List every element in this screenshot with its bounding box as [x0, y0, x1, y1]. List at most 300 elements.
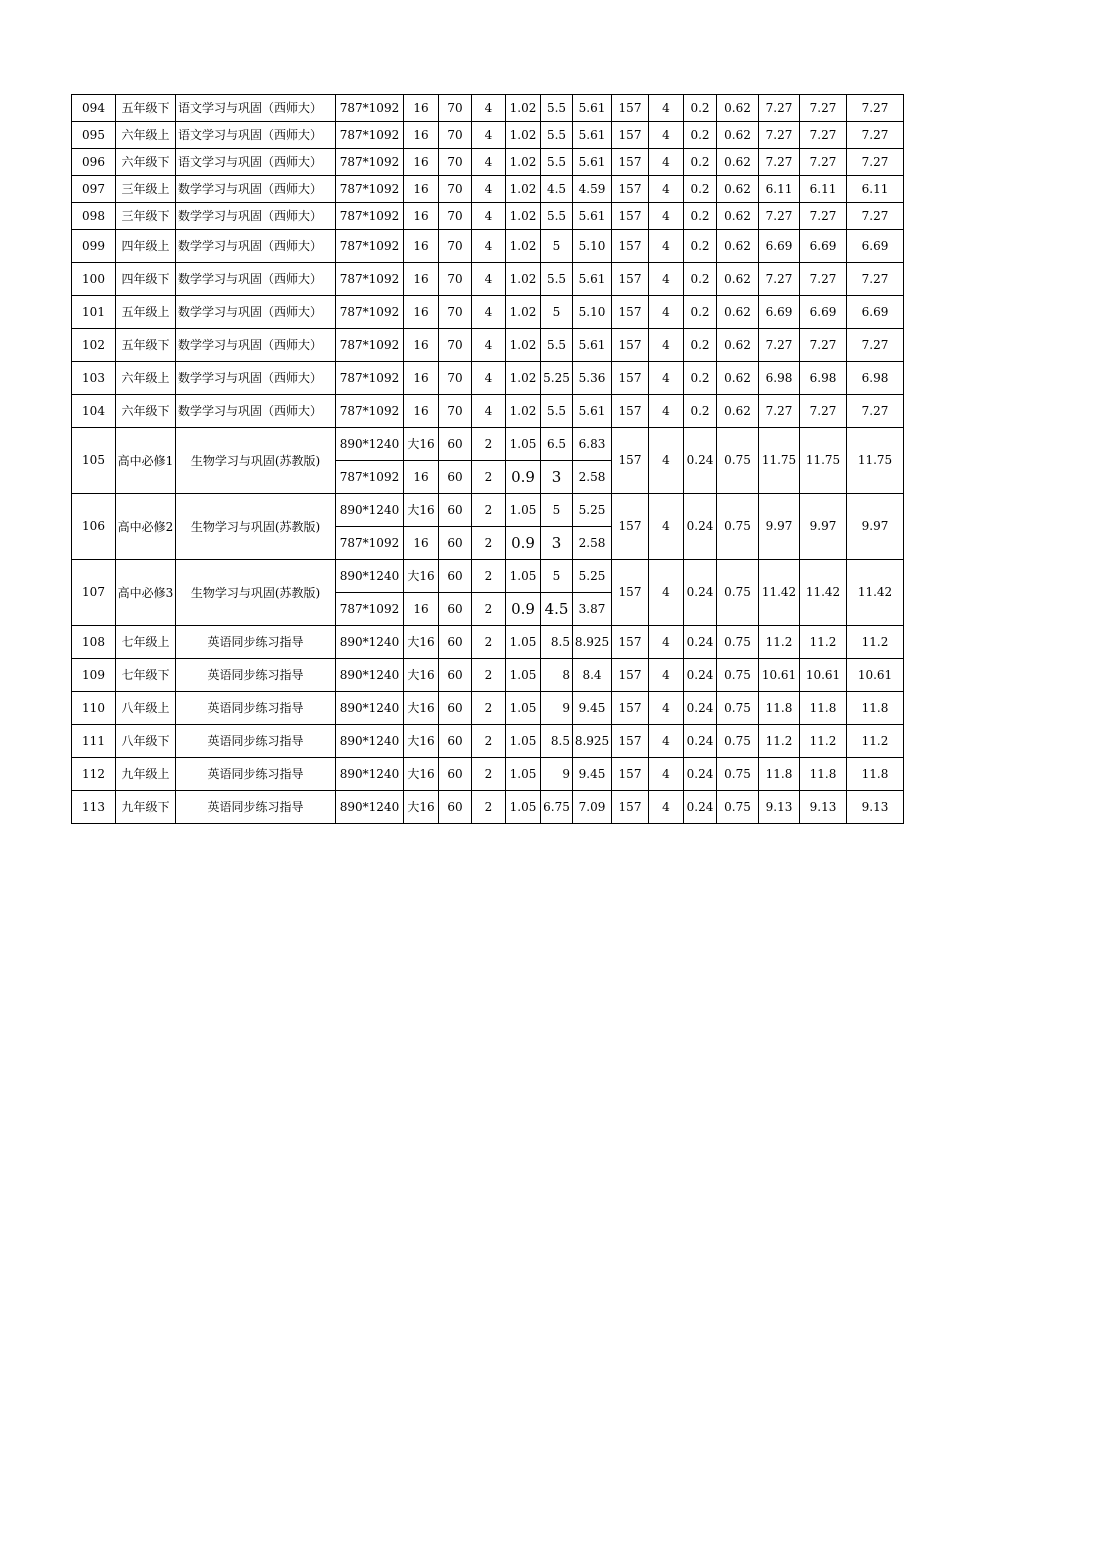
cost-c-cell: 0.24: [684, 626, 717, 659]
table-row: [72, 494, 904, 527]
cost-c-cell: 0.24: [684, 692, 717, 725]
cost-d-cell: 0.75: [717, 725, 759, 758]
total-c-cell: 7.27: [847, 329, 904, 362]
book-title-cell: 生物学习与巩固(苏教版): [176, 494, 336, 560]
total-a-cell: 11.42: [759, 560, 800, 626]
print-sheets-cell: 4.5: [541, 593, 573, 626]
unit-price-cell: 1.02: [506, 122, 541, 149]
unit-price-cell: 1.02: [506, 329, 541, 362]
book-title-cell: 数学学习与巩固（西师大）: [176, 362, 336, 395]
cost-b-cell: 4: [649, 230, 684, 263]
print-sheets-cell: 9: [541, 758, 573, 791]
total-b-cell: 6.69: [800, 230, 847, 263]
print-sheets-cell: 5: [541, 494, 573, 527]
book-title-cell: 生物学习与巩固(苏教版): [176, 560, 336, 626]
paper-weight-cell: 70: [439, 263, 472, 296]
total-b-cell: 6.98: [800, 362, 847, 395]
unit-price-cell: 1.05: [506, 560, 541, 593]
grade-cell: 三年级上: [116, 176, 176, 203]
cost-c-cell: 0.2: [684, 176, 717, 203]
total-c-cell: 11.8: [847, 758, 904, 791]
paper-size-cell: 890*1240: [336, 659, 404, 692]
cost-c-cell: 0.24: [684, 791, 717, 824]
format-cell: 大16: [404, 626, 439, 659]
paper-size-cell: 787*1092: [336, 149, 404, 176]
table-row: [72, 725, 904, 758]
total-b-cell: 7.27: [800, 329, 847, 362]
paper-weight-cell: 60: [439, 593, 472, 626]
cost-a-cell: 157: [612, 494, 649, 560]
cost-c-cell: 0.24: [684, 560, 717, 626]
paper-weight-cell: 70: [439, 395, 472, 428]
table-row: [72, 203, 904, 230]
paper-amount-cell: 8.925: [573, 725, 612, 758]
format-cell: 16: [404, 122, 439, 149]
unit-price-cell: 1.05: [506, 626, 541, 659]
format-cell: 16: [404, 263, 439, 296]
cost-b-cell: 4: [649, 263, 684, 296]
cost-a-cell: 157: [612, 122, 649, 149]
print-sheets-cell: 5.5: [541, 329, 573, 362]
cost-c-cell: 0.2: [684, 263, 717, 296]
paper-weight-cell: 60: [439, 725, 472, 758]
print-sheets-cell: 6.5: [541, 428, 573, 461]
total-a-cell: 6.98: [759, 362, 800, 395]
total-a-cell: 6.11: [759, 176, 800, 203]
paper-weight-cell: 60: [439, 791, 472, 824]
format-cell: 16: [404, 296, 439, 329]
paper-size-cell: 890*1240: [336, 758, 404, 791]
unit-price-cell: 1.05: [506, 428, 541, 461]
table-row: [72, 149, 904, 176]
paper-size-cell: 890*1240: [336, 692, 404, 725]
cost-a-cell: 157: [612, 149, 649, 176]
total-c-cell: 11.2: [847, 626, 904, 659]
paper-amount-cell: 8.925: [573, 626, 612, 659]
cost-b-cell: 4: [649, 122, 684, 149]
table-row: [72, 758, 904, 791]
table-row: [72, 362, 904, 395]
cost-c-cell: 0.2: [684, 95, 717, 122]
paper-amount-cell: 5.61: [573, 203, 612, 230]
unit-price-cell: 1.02: [506, 203, 541, 230]
paper-size-cell: 890*1240: [336, 428, 404, 461]
total-a-cell: 11.2: [759, 725, 800, 758]
total-c-cell: 10.61: [847, 659, 904, 692]
cost-a-cell: 157: [612, 362, 649, 395]
table-row: [72, 329, 904, 362]
total-c-cell: 7.27: [847, 122, 904, 149]
sheets-cell: 2: [472, 593, 506, 626]
cost-d-cell: 0.62: [717, 176, 759, 203]
cost-c-cell: 0.24: [684, 659, 717, 692]
sheets-cell: 2: [472, 791, 506, 824]
print-sheets-cell: 5.25: [541, 362, 573, 395]
paper-size-cell: 787*1092: [336, 263, 404, 296]
unit-price-cell: 1.05: [506, 692, 541, 725]
paper-size-cell: 890*1240: [336, 725, 404, 758]
table-row: [72, 560, 904, 593]
total-c-cell: 11.75: [847, 428, 904, 494]
cost-c-cell: 0.2: [684, 203, 717, 230]
total-a-cell: 11.8: [759, 692, 800, 725]
total-c-cell: 7.27: [847, 149, 904, 176]
total-c-cell: 9.97: [847, 494, 904, 560]
cost-c-cell: 0.24: [684, 758, 717, 791]
total-a-cell: 10.61: [759, 659, 800, 692]
total-a-cell: 7.27: [759, 149, 800, 176]
row-number-cell: 112: [72, 758, 116, 791]
paper-size-cell: 787*1092: [336, 230, 404, 263]
total-c-cell: 11.42: [847, 560, 904, 626]
grade-cell: 七年级下: [116, 659, 176, 692]
unit-price-cell: 0.9: [506, 593, 541, 626]
table-row: [72, 95, 904, 122]
print-sheets-cell: 5.5: [541, 95, 573, 122]
cost-d-cell: 0.75: [717, 758, 759, 791]
format-cell: 16: [404, 176, 439, 203]
grade-cell: 高中必修2: [116, 494, 176, 560]
grade-cell: 七年级上: [116, 626, 176, 659]
table-row: [72, 230, 904, 263]
book-title-cell: 英语同步练习指导: [176, 692, 336, 725]
table-body: [72, 95, 904, 824]
format-cell: 16: [404, 593, 439, 626]
cost-d-cell: 0.62: [717, 263, 759, 296]
print-sheets-cell: 5.5: [541, 149, 573, 176]
row-number-cell: 101: [72, 296, 116, 329]
unit-price-cell: 1.02: [506, 149, 541, 176]
cost-c-cell: 0.24: [684, 428, 717, 494]
paper-amount-cell: 5.61: [573, 263, 612, 296]
cost-a-cell: 157: [612, 95, 649, 122]
cost-c-cell: 0.2: [684, 329, 717, 362]
print-sheets-cell: 4.5: [541, 176, 573, 203]
total-a-cell: 7.27: [759, 203, 800, 230]
paper-weight-cell: 70: [439, 203, 472, 230]
row-number-cell: 102: [72, 329, 116, 362]
sheets-cell: 4: [472, 296, 506, 329]
cost-c-cell: 0.24: [684, 725, 717, 758]
total-b-cell: 9.97: [800, 494, 847, 560]
print-sheets-cell: 6.75: [541, 791, 573, 824]
total-b-cell: 7.27: [800, 95, 847, 122]
grade-cell: 九年级上: [116, 758, 176, 791]
total-a-cell: 9.13: [759, 791, 800, 824]
cost-b-cell: 4: [649, 176, 684, 203]
print-sheets-cell: 8: [541, 659, 573, 692]
total-b-cell: 11.75: [800, 428, 847, 494]
total-c-cell: 6.98: [847, 362, 904, 395]
paper-amount-cell: 5.25: [573, 560, 612, 593]
format-cell: 16: [404, 230, 439, 263]
total-c-cell: 7.27: [847, 203, 904, 230]
format-cell: 大16: [404, 659, 439, 692]
unit-price-cell: 1.05: [506, 659, 541, 692]
unit-price-cell: 1.02: [506, 296, 541, 329]
format-cell: 16: [404, 149, 439, 176]
paper-size-cell: 787*1092: [336, 593, 404, 626]
print-sheets-cell: 3: [541, 461, 573, 494]
cost-b-cell: 4: [649, 494, 684, 560]
paper-amount-cell: 5.61: [573, 95, 612, 122]
sheets-cell: 4: [472, 95, 506, 122]
paper-weight-cell: 70: [439, 176, 472, 203]
book-title-cell: 数学学习与巩固（西师大）: [176, 296, 336, 329]
paper-weight-cell: 60: [439, 527, 472, 560]
total-a-cell: 7.27: [759, 122, 800, 149]
total-b-cell: 6.69: [800, 296, 847, 329]
print-sheets-cell: 5.5: [541, 122, 573, 149]
book-title-cell: 英语同步练习指导: [176, 758, 336, 791]
cost-d-cell: 0.62: [717, 95, 759, 122]
format-cell: 大16: [404, 560, 439, 593]
cost-d-cell: 0.75: [717, 494, 759, 560]
unit-price-cell: 1.02: [506, 95, 541, 122]
paper-amount-cell: 8.4: [573, 659, 612, 692]
total-a-cell: 6.69: [759, 230, 800, 263]
format-cell: 16: [404, 95, 439, 122]
total-c-cell: 6.69: [847, 230, 904, 263]
cost-b-cell: 4: [649, 758, 684, 791]
book-title-cell: 数学学习与巩固（西师大）: [176, 395, 336, 428]
grade-cell: 五年级下: [116, 95, 176, 122]
book-title-cell: 英语同步练习指导: [176, 659, 336, 692]
print-sheets-cell: 8.5: [541, 725, 573, 758]
paper-amount-cell: 5.25: [573, 494, 612, 527]
print-sheets-cell: 5: [541, 560, 573, 593]
grade-cell: 高中必修1: [116, 428, 176, 494]
total-b-cell: 11.2: [800, 626, 847, 659]
paper-weight-cell: 70: [439, 230, 472, 263]
grade-cell: 五年级下: [116, 329, 176, 362]
print-sheets-cell: 5.5: [541, 203, 573, 230]
table-row: [72, 659, 904, 692]
row-number-cell: 106: [72, 494, 116, 560]
cost-a-cell: 157: [612, 176, 649, 203]
sheets-cell: 2: [472, 692, 506, 725]
paper-size-cell: 787*1092: [336, 296, 404, 329]
row-number-cell: 100: [72, 263, 116, 296]
paper-weight-cell: 70: [439, 329, 472, 362]
cost-d-cell: 0.62: [717, 203, 759, 230]
print-sheets-cell: 8.5: [541, 626, 573, 659]
cost-c-cell: 0.2: [684, 149, 717, 176]
format-cell: 16: [404, 362, 439, 395]
total-a-cell: 11.75: [759, 428, 800, 494]
grade-cell: 八年级上: [116, 692, 176, 725]
sheets-cell: 4: [472, 362, 506, 395]
format-cell: 大16: [404, 791, 439, 824]
row-number-cell: 097: [72, 176, 116, 203]
paper-weight-cell: 70: [439, 149, 472, 176]
total-b-cell: 7.27: [800, 263, 847, 296]
cost-a-cell: 157: [612, 203, 649, 230]
print-sheets-cell: 9: [541, 692, 573, 725]
grade-cell: 高中必修3: [116, 560, 176, 626]
paper-size-cell: 787*1092: [336, 122, 404, 149]
sheets-cell: 4: [472, 230, 506, 263]
paper-amount-cell: 5.61: [573, 122, 612, 149]
cost-b-cell: 4: [649, 296, 684, 329]
paper-amount-cell: 6.83: [573, 428, 612, 461]
cost-d-cell: 0.62: [717, 329, 759, 362]
paper-amount-cell: 5.10: [573, 230, 612, 263]
row-number-cell: 110: [72, 692, 116, 725]
book-title-cell: 英语同步练习指导: [176, 791, 336, 824]
total-c-cell: 9.13: [847, 791, 904, 824]
cost-c-cell: 0.2: [684, 395, 717, 428]
total-a-cell: 7.27: [759, 395, 800, 428]
row-number-cell: 099: [72, 230, 116, 263]
cost-d-cell: 0.62: [717, 149, 759, 176]
cost-b-cell: 4: [649, 362, 684, 395]
row-number-cell: 104: [72, 395, 116, 428]
paper-size-cell: 787*1092: [336, 461, 404, 494]
cost-d-cell: 0.75: [717, 791, 759, 824]
paper-amount-cell: 2.58: [573, 461, 612, 494]
book-title-cell: 数学学习与巩固（西师大）: [176, 176, 336, 203]
cost-a-cell: 157: [612, 725, 649, 758]
unit-price-cell: 0.9: [506, 461, 541, 494]
cost-b-cell: 4: [649, 395, 684, 428]
cost-b-cell: 4: [649, 659, 684, 692]
cost-b-cell: 4: [649, 560, 684, 626]
row-number-cell: 108: [72, 626, 116, 659]
table-row: [72, 395, 904, 428]
grade-cell: 六年级上: [116, 362, 176, 395]
paper-amount-cell: 5.10: [573, 296, 612, 329]
print-sheets-cell: 5.5: [541, 395, 573, 428]
format-cell: 16: [404, 395, 439, 428]
paper-amount-cell: 9.45: [573, 692, 612, 725]
total-c-cell: 7.27: [847, 395, 904, 428]
grade-cell: 六年级下: [116, 149, 176, 176]
row-number-cell: 103: [72, 362, 116, 395]
unit-price-cell: 0.9: [506, 527, 541, 560]
print-sheets-cell: 3: [541, 527, 573, 560]
sheets-cell: 2: [472, 626, 506, 659]
unit-price-cell: 1.05: [506, 791, 541, 824]
cost-b-cell: 4: [649, 791, 684, 824]
row-number-cell: 109: [72, 659, 116, 692]
paper-size-cell: 787*1092: [336, 329, 404, 362]
paper-size-cell: 787*1092: [336, 362, 404, 395]
sheets-cell: 2: [472, 560, 506, 593]
paper-weight-cell: 60: [439, 428, 472, 461]
paper-size-cell: 787*1092: [336, 203, 404, 230]
grade-cell: 九年级下: [116, 791, 176, 824]
unit-price-cell: 1.02: [506, 395, 541, 428]
total-a-cell: 6.69: [759, 296, 800, 329]
cost-a-cell: 157: [612, 791, 649, 824]
format-cell: 大16: [404, 428, 439, 461]
table-row: [72, 428, 904, 461]
total-c-cell: 6.11: [847, 176, 904, 203]
cost-a-cell: 157: [612, 263, 649, 296]
cost-c-cell: 0.24: [684, 494, 717, 560]
cost-d-cell: 0.75: [717, 659, 759, 692]
row-number-cell: 105: [72, 428, 116, 494]
cost-b-cell: 4: [649, 95, 684, 122]
total-b-cell: 7.27: [800, 122, 847, 149]
sheets-cell: 4: [472, 176, 506, 203]
grade-cell: 四年级下: [116, 263, 176, 296]
cost-d-cell: 0.62: [717, 296, 759, 329]
format-cell: 16: [404, 203, 439, 230]
paper-weight-cell: 70: [439, 296, 472, 329]
cost-c-cell: 0.2: [684, 296, 717, 329]
book-title-cell: 语文学习与巩固（西师大）: [176, 149, 336, 176]
paper-size-cell: 787*1092: [336, 395, 404, 428]
format-cell: 16: [404, 527, 439, 560]
total-c-cell: 6.69: [847, 296, 904, 329]
format-cell: 大16: [404, 758, 439, 791]
cost-a-cell: 157: [612, 659, 649, 692]
cost-a-cell: 157: [612, 626, 649, 659]
print-sheets-cell: 5.5: [541, 263, 573, 296]
row-number-cell: 098: [72, 203, 116, 230]
row-number-cell: 094: [72, 95, 116, 122]
sheets-cell: 4: [472, 203, 506, 230]
table-row: [72, 176, 904, 203]
unit-price-cell: 1.02: [506, 176, 541, 203]
paper-amount-cell: 5.61: [573, 149, 612, 176]
total-c-cell: 11.8: [847, 692, 904, 725]
unit-price-cell: 1.05: [506, 494, 541, 527]
paper-amount-cell: 3.87: [573, 593, 612, 626]
book-title-cell: 语文学习与巩固（西师大）: [176, 122, 336, 149]
cost-b-cell: 4: [649, 428, 684, 494]
cost-a-cell: 157: [612, 395, 649, 428]
sheets-cell: 4: [472, 395, 506, 428]
cost-a-cell: 157: [612, 230, 649, 263]
table-row: [72, 626, 904, 659]
table-row: [72, 263, 904, 296]
paper-size-cell: 787*1092: [336, 527, 404, 560]
paper-weight-cell: 60: [439, 659, 472, 692]
book-title-cell: 数学学习与巩固（西师大）: [176, 263, 336, 296]
cost-d-cell: 0.62: [717, 395, 759, 428]
paper-size-cell: 787*1092: [336, 176, 404, 203]
paper-size-cell: 890*1240: [336, 560, 404, 593]
grade-cell: 八年级下: [116, 725, 176, 758]
sheets-cell: 2: [472, 758, 506, 791]
book-title-cell: 生物学习与巩固(苏教版): [176, 428, 336, 494]
total-c-cell: 7.27: [847, 263, 904, 296]
cost-b-cell: 4: [649, 626, 684, 659]
grade-cell: 四年级上: [116, 230, 176, 263]
cost-a-cell: 157: [612, 560, 649, 626]
paper-weight-cell: 60: [439, 626, 472, 659]
sheets-cell: 2: [472, 494, 506, 527]
unit-price-cell: 1.02: [506, 362, 541, 395]
cost-b-cell: 4: [649, 149, 684, 176]
paper-amount-cell: 9.45: [573, 758, 612, 791]
sheets-cell: 4: [472, 329, 506, 362]
paper-amount-cell: 7.09: [573, 791, 612, 824]
total-b-cell: 11.42: [800, 560, 847, 626]
sheets-cell: 2: [472, 725, 506, 758]
cost-a-cell: 157: [612, 692, 649, 725]
format-cell: 大16: [404, 692, 439, 725]
total-b-cell: 11.2: [800, 725, 847, 758]
row-number-cell: 096: [72, 149, 116, 176]
sheets-cell: 4: [472, 122, 506, 149]
cost-c-cell: 0.2: [684, 122, 717, 149]
cost-a-cell: 157: [612, 428, 649, 494]
row-number-cell: 107: [72, 560, 116, 626]
